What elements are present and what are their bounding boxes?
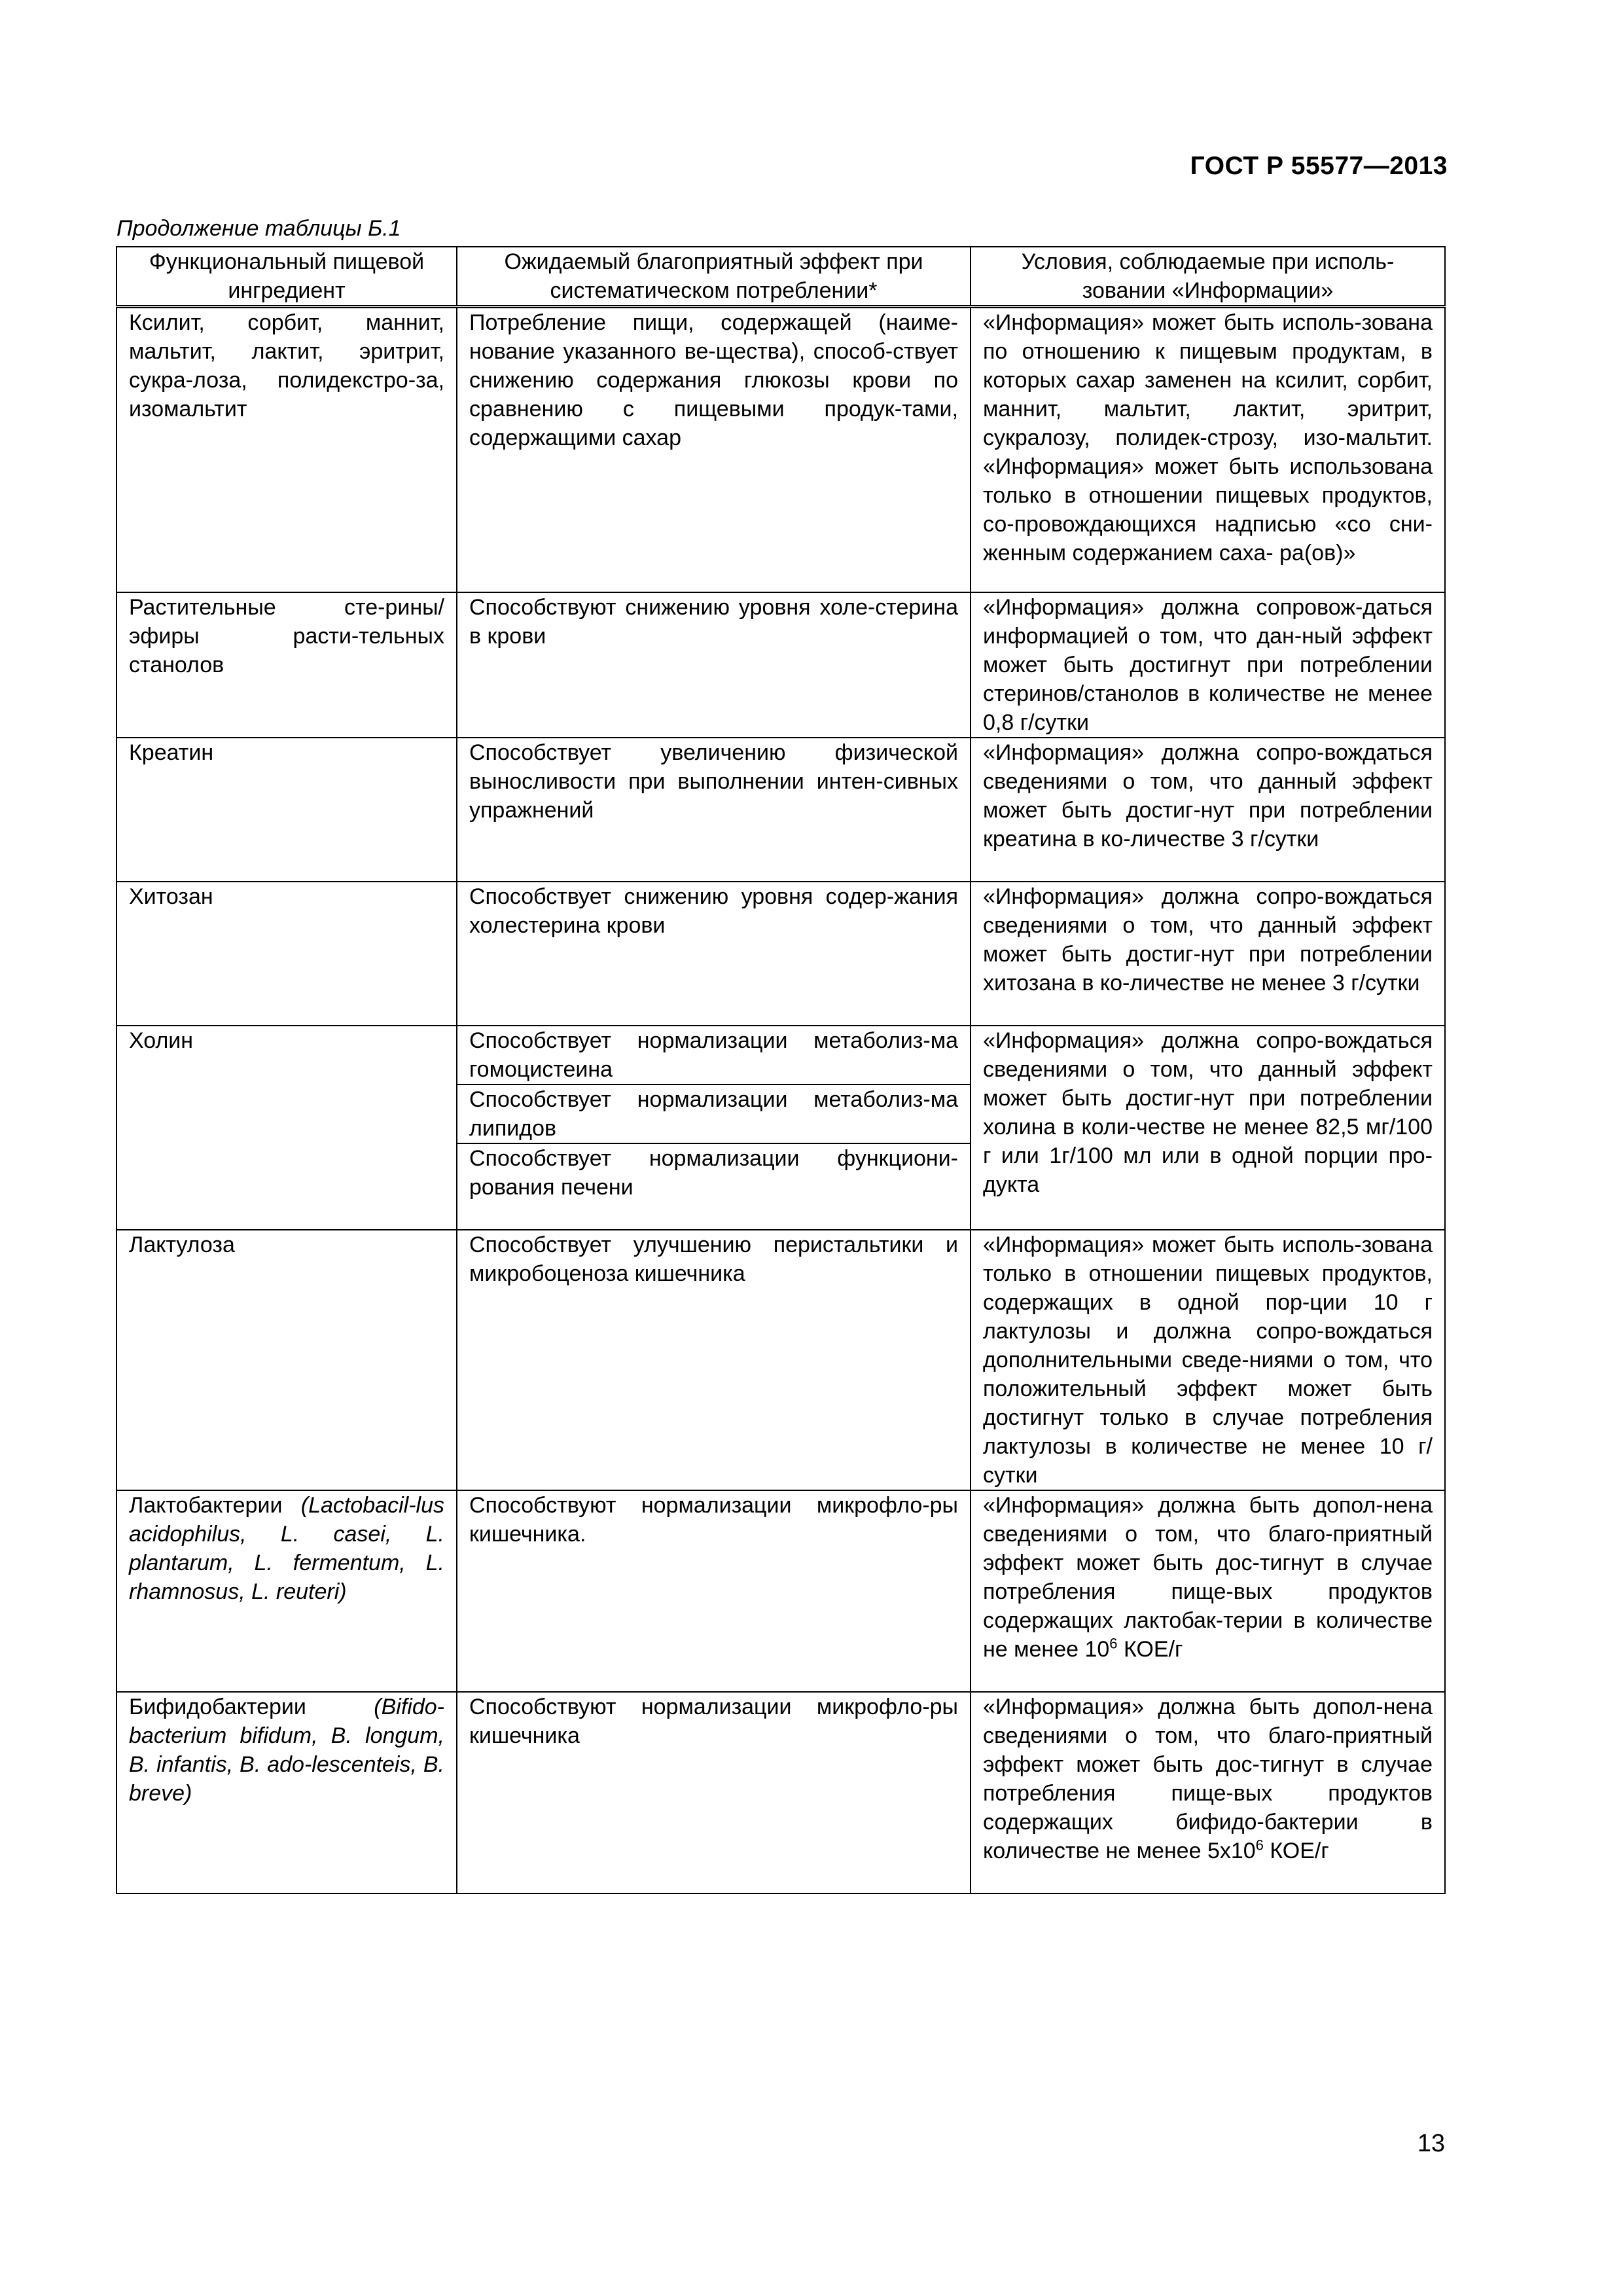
conditions-unit: КОЕ/г	[1263, 1838, 1329, 1863]
effect-cell: Способствует нормализации метаболиз-ма гомоцистеина	[457, 1026, 971, 1085]
table-row	[116, 882, 1445, 1026]
effect-cell: Потребление пищи, содержащей (наиме-нование указанного ве-щества), способ-ствует снижению содержания глюкозы крови по сравнению с пищевыми продук-тами, содержащими сахар	[457, 307, 971, 592]
ingredient-cell: Холин	[116, 1026, 457, 1230]
table-row	[116, 307, 1445, 592]
table-row	[116, 592, 1445, 738]
table-row	[116, 1692, 1445, 1893]
ingredient-cell: Креатин	[116, 738, 457, 882]
effect-cell: Способствуют нормализации микрофло-ры кишечника	[457, 1692, 971, 1893]
conditions-cell: «Информация» должна сопро-вождаться сведениями о том, что данный эффект может быть достиг-нут при потреблении креатина в ко-личестве 3 г/сутки	[971, 738, 1445, 882]
ingredients-table	[116, 246, 1446, 1894]
ingredient-cell	[116, 1490, 457, 1692]
conditions-cell: «Информация» должна сопро-вождаться сведениями о том, что данный эффект может быть достиг-нут при потреблении хитозана в ко-личестве не менее 3 г/сутки	[971, 882, 1445, 1026]
effect-cell: Способствует нормализации метаболиз-ма липидов	[457, 1085, 971, 1143]
ingredient-latin-names: (Lactobacil-lus acidophilus, L. casei, L. plantarum, L. fermentum, L. rhamnosus, L. reuteri)	[129, 1492, 444, 1604]
effect-cell: Способствует снижению уровня содер-жания холестерина крови	[457, 882, 971, 1026]
table-row	[116, 1230, 1445, 1490]
ingredient-cell: Ксилит, сорбит, маннит, мальтит, лактит, эритрит, сукра-лоза, полидекстро-за, изомальтит	[116, 307, 457, 592]
conditions-cell: «Информация» должна сопро-вождаться сведениями о том, что данный эффект может быть достиг-нут при потреблении холина в коли-честве не менее 82,5 мг/100 г или 1г/100 мл или в одной порции про-дукта	[971, 1026, 1445, 1230]
page-number: 13	[1417, 2130, 1445, 2157]
ingredient-cell: Растительные сте-рины/эфиры расти-тельных станолов	[116, 592, 457, 738]
conditions-cell	[971, 1490, 1445, 1692]
header-effect: Ожидаемый благоприятный эффект при систематическом потреблении*	[457, 247, 971, 307]
table-row	[116, 1026, 1445, 1085]
conditions-cell: «Информация» может быть исполь-зована только в отношении пищевых продуктов, содержащих в одной пор-ции 10 г лактулозы и должна сопро-вождаться дополнительными сведе-ниями о том, что положительный эффект может быть достигнут только в случае потребления лактулозы в количестве не менее 10 г/сутки	[971, 1230, 1445, 1490]
ingredient-name: Лактобактерии	[129, 1492, 301, 1518]
ingredient-cell: Лактулоза	[116, 1230, 457, 1490]
header-ingredient: Функциональный пищевой ингредиент	[116, 247, 457, 307]
conditions-cell: «Информация» должна сопровож-даться информацией о том, что дан-ный эффект может быть достигнут при потреблении стеринов/станолов в количестве не менее 0,8 г/сутки	[971, 592, 1445, 738]
effect-cell: Способствует увеличению физической выносливости при выполнении интен-сивных упражнений	[457, 738, 971, 882]
ingredient-cell: Хитозан	[116, 882, 457, 1026]
conditions-cell	[971, 1692, 1445, 1893]
effect-cell: Способствует улучшению перистальтики и микробоценоза кишечника	[457, 1230, 971, 1490]
table-caption: Продолжение таблицы Б.1	[116, 216, 401, 241]
effect-cell: Способствуют нормализации микрофло-ры кишечника.	[457, 1490, 971, 1692]
conditions-unit: КОЕ/г	[1117, 1636, 1183, 1662]
header-conditions: Условия, соблюдаемые при исполь-зовании «Информации»	[971, 247, 1445, 307]
document-code: ГОСТ Р 55577—2013	[1190, 152, 1448, 180]
ingredient-name: Бифидобактерии	[129, 1694, 374, 1719]
exponent: 6	[1255, 1837, 1264, 1854]
ingredient-cell	[116, 1692, 457, 1893]
conditions-text: «Информация» должна быть допол-нена сведениями о том, что благо-приятный эффект может быть дос-тигнут в случае потребления пище-вых продуктов содержащих бифидо-бактерии в количестве не менее 5х10	[983, 1694, 1433, 1863]
conditions-text: «Информация» должна быть допол-нена сведениями о том, что благо-приятный эффект может быть дос-тигнут в случае потребления пище-вых продуктов содержащих лактобак-терии в количестве не менее 10	[983, 1492, 1433, 1662]
table-row	[116, 738, 1445, 882]
table-header-row	[116, 247, 1445, 307]
table-row	[116, 1490, 1445, 1692]
ingredient-latin-names: (Bifido-bacterium bifidum, B. longum, B. infantis, B. ado-lescenteis, B. breve)	[129, 1694, 444, 1806]
effect-cell: Способствуют снижению уровня холе-стерина в крови	[457, 592, 971, 738]
conditions-cell: «Информация» может быть исполь-зована по отношению к пищевым продуктам, в которых сахар заменен на ксилит, сорбит, маннит, мальтит, лактит, эритрит, сукралозу, полидек-строзу, изо-мальтит. «Информация» может быть использована только в отношении пищевых продуктов, со-провождающихся надписью «со сни-женным содержанием саха- ра(ов)»	[971, 307, 1445, 592]
exponent: 6	[1109, 1635, 1118, 1652]
effect-cell: Способствует нормализации функциони-рования печени	[457, 1143, 971, 1230]
